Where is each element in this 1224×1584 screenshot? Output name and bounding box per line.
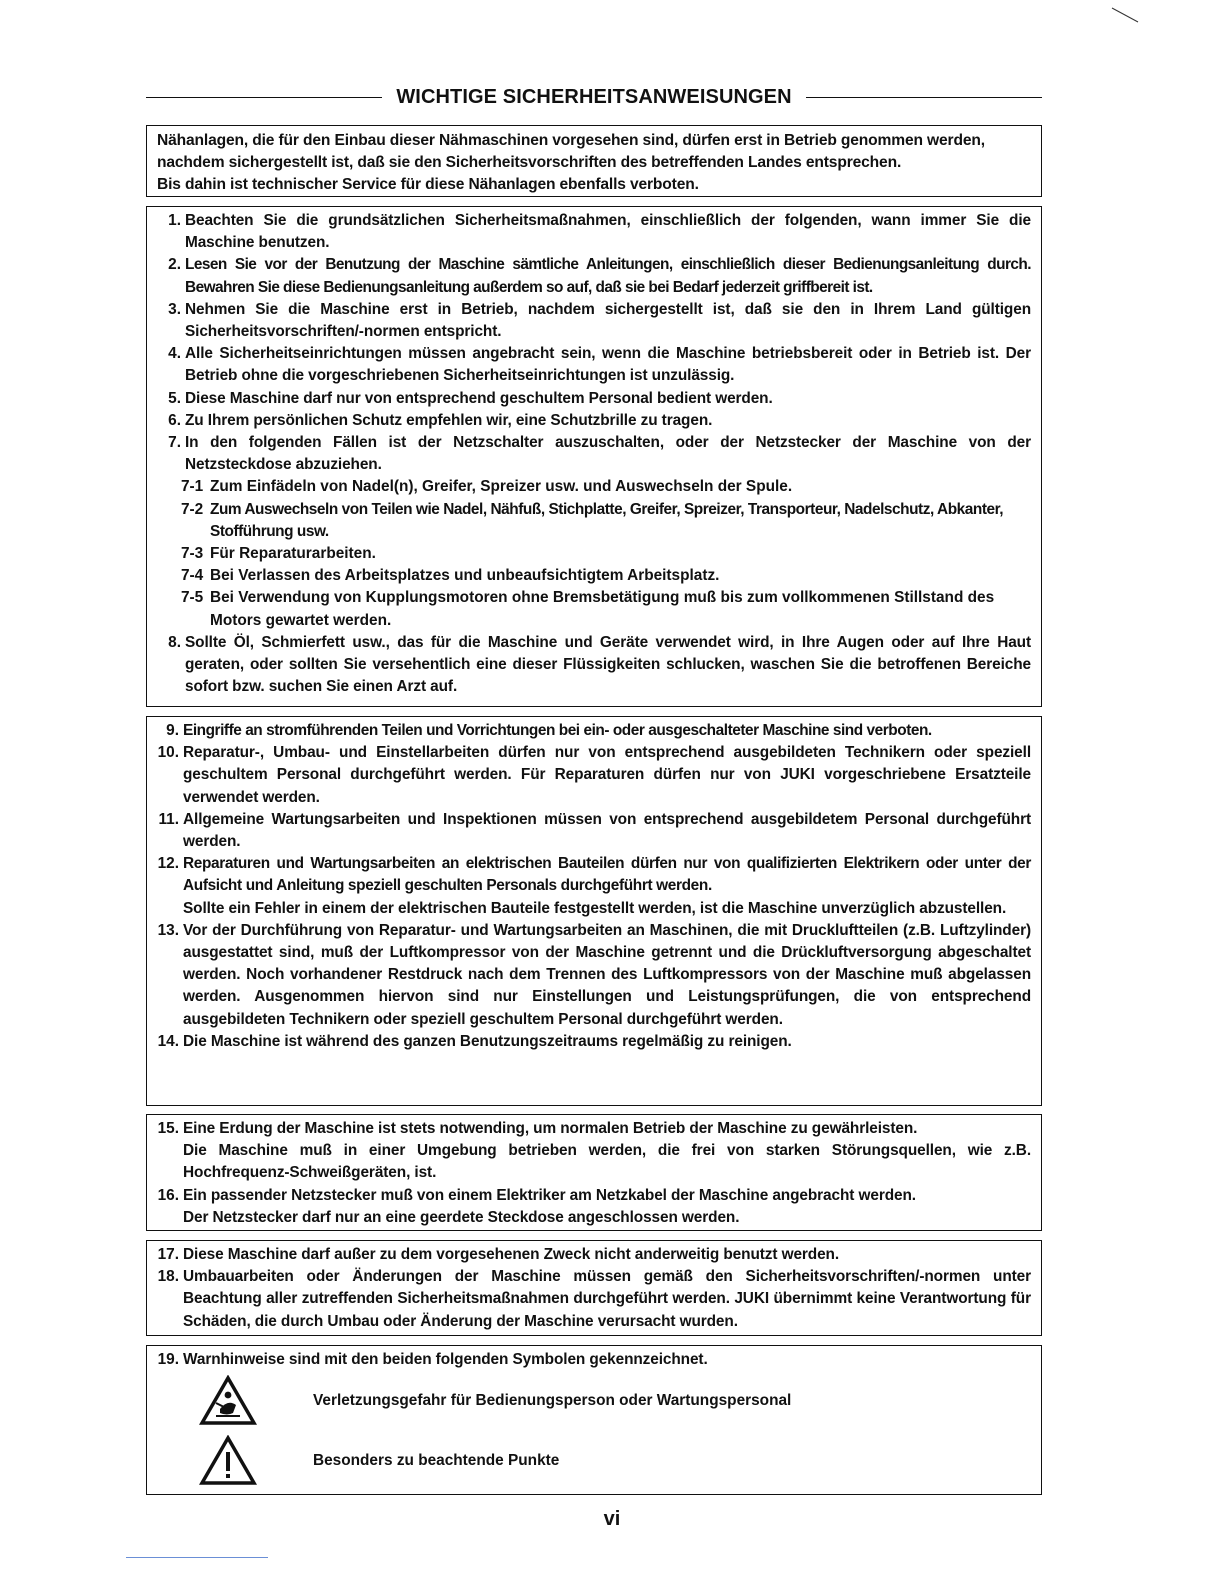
item-number [147,898,183,920]
sub-item [181,543,1031,565]
list-item [147,1140,1031,1184]
item-text: Allgemeine Wartungsarbeiten und Inspektionen müssen von entsprechend ausgebildetem Personal durchgeführt werden. [183,810,1031,851]
notice-box [146,125,1042,197]
safety-box-maintenance [146,716,1042,1106]
item-number: 9. [166,722,179,739]
item-text: Diese Maschine darf nur von entsprechend geschultem Personal bedient werden. [185,389,773,407]
item-text: Umbauarbeiten oder Änderungen der Maschine müssen gemäß den Sicherheitsvorschriften/-normen unter Beachtung aller zutreffenden Sicherheitsmaßnahmen durchgeführt werden. JUKI übernimmt keine Verantwortung für Schäden, die durch Umbau oder Änderung der Maschine verursacht wurden. [183,1268,1031,1330]
item-text: Vor der Durchführung von Reparatur- und Wartungsarbeiten an Maschinen, die mit Druckluftteilen (z.B. Luftzylinder) ausgestattet sind, muß der Luftkompressor von der Maschine getrennt und die Drückluftversorgung abgeschaltet werden. Noch vorhandener Restdruck nach dem Trennen des Luftkompressors von der Maschine muß abgelassen werden. Ausgenommen hiervon sind nur Einstellungen und Leistungsprüfungen, die von entsprechend ausgebildeten Technikern oder speziell geschultem Personal durchgeführt werden. [183,921,1031,1028]
sub-item-text: Zum Einfädeln von Nadel(n), Greifer, Spreizer usw. und Auswechseln der Spule. [210,478,793,496]
sub-item [181,476,1031,498]
sub-item [181,499,1031,543]
sub-item-text: Bei Verlassen des Arbeitsplatzes und unbeaufsichtigtem Arbeitsplatz. [210,567,720,585]
item-number: 16. [157,1186,179,1204]
sub-item-text: Für Reparaturarbeiten. [210,545,376,563]
item-text: Reparaturen und Wartungsarbeiten an elektrischen Bauteilen dürfen nur von qualifizierten Elektrikern oder unter der Aufsicht und Anleitung speziell geschulten Personals durchgeführt werden. [183,855,1031,895]
sub-item-text: Bei Verwendung von Kupplungsmotoren ohne Bremsbetätigung muß bis zum vollkommenen Stillstand des Motors gewartet werden. [210,589,995,629]
safety-box-grounding [146,1114,1042,1231]
list-item [147,299,1031,343]
sub-item-text: Zum Auswechseln von Teilen wie Nadel, Nähfuß, Stichplatte, Greifer, Spreizer, Transporteur, Nadelschutz, Abkanter, Stofführung usw. [210,500,1004,540]
safety-box-modification [146,1240,1042,1336]
item-number [147,1207,183,1229]
list-item [147,1244,1031,1266]
notice-line: Bis dahin ist technischer Service für diese Nähanlagen ebenfalls verboten. [157,176,699,193]
notice-line: nachdem sichergestellt ist, daß sie den Sicherheitsvorschriften des betreffenden Landes entsprechen. [157,154,902,171]
page-number: vi [603,1508,621,1530]
item-text: Warnhinweise sind mit den beiden folgenden Symbolen gekennzeichnet. [183,1351,708,1368]
title-rule-left [146,97,382,98]
list-item [147,1266,1031,1333]
list-item [147,1185,1031,1207]
item-text: In den folgenden Fällen ist der Netzschalter auszuschalten, oder der Netzstecker der Maschine von der Netzsteckdose abzuziehen. [185,434,1031,474]
caution-exclamation-icon [199,1435,257,1487]
item-number: 10. [157,744,179,762]
item-text: Zu Ihrem persönlichen Schutz empfehlen wir, eine Schutzbrille zu tragen. [185,411,713,429]
list-item [147,1207,1031,1229]
sub-item [181,565,1031,587]
sub-item-number: 7-1 [181,478,204,496]
list-item [147,809,1031,853]
symbol-label: Besonders zu beachtende Punkte [313,1452,560,1470]
scan-edge-line [126,1557,268,1558]
item-text: Sollte Öl, Schmierfett usw., das für die Maschine und Geräte verwendet wird, in Ihre Augen oder auf Ihre Haut geraten, oder sollten Sie versehentlich eine dieser Flüssigkeiten schlucken, waschen Sie die betroffenen Bereiche sofort bzw. suchen Sie einen Arzt auf. [185,633,1031,696]
item-text: Sollte ein Fehler in einem der elektrischen Bauteile festgestellt werden, ist die Maschine unverzüglich abzustellen. [183,899,1007,917]
symbol-row [199,1431,1031,1491]
sub-item [181,587,1031,631]
list-item [147,388,1031,410]
item-number: 12. [157,855,179,873]
item-text: Beachten Sie die grundsätzlichen Sicherheitsmaßnahmen, einschließlich der folgenden, wann immer Sie die Maschine benutzen. [185,212,1031,252]
item-number: 8. [168,633,181,651]
safety-box-symbols [146,1345,1042,1495]
list-item [147,898,1031,920]
sub-item-number: 7-4 [181,567,204,585]
item-text: Lesen Sie vor der Benutzung der Maschine sämtliche Anleitungen, einschließlich dieser Bedienungsanleitung durch. Bewahren Sie diese Bedienungsanleitung außerdem so auf, daß sie bei Bedarf jederzeit griffbereit ist. [185,256,1031,296]
item-text: Eingriffe an stromführenden Teilen und Vorrichtungen bei ein- oder ausgeschalteter Maschine sind verboten. [183,722,932,739]
item-number: 19. [157,1351,179,1368]
list-item [147,254,1031,298]
title-rule-right [806,97,1042,98]
item-number: 5. [168,389,181,407]
safety-box-general [146,206,1042,707]
list-item [147,410,1031,432]
symbol-row [199,1371,1031,1431]
item-text: Der Netzstecker darf nur an eine geerdete Steckdose angeschlossen werden. [183,1208,740,1226]
item-number [147,1140,183,1184]
list-item [147,920,1031,1031]
item-text: Diese Maschine darf außer zu dem vorgesehenen Zweck nicht anderweitig benutzt werden. [183,1246,840,1263]
list-item [147,1031,1031,1053]
list-item [147,853,1031,897]
item-text: Eine Erdung der Maschine ist stets notwending, um normalen Betrieb der Maschine zu gewährleisten. [183,1120,918,1137]
item-number: 18. [157,1268,179,1286]
item-text: Reparatur-, Umbau- und Einstellarbeiten dürfen nur von entsprechend ausgebildeten Technikern oder speziell geschultem Personal durchgeführt werden. Für Reparaturen dürfen nur von JUKI vorgeschriebene Ersatzteile verwendet werden. [183,744,1031,806]
list-item [147,432,1031,476]
item-number: 3. [168,300,181,318]
item-text: Die Maschine muß in einer Umgebung betrieben werden, die frei von starken Störungsquellen, wie z.B. Hochfrequenz-Schweißgeräten, ist. [183,1142,1031,1182]
list-item [147,632,1031,699]
sub-item-number: 7-2 [181,500,204,518]
item-number: 2. [168,256,181,274]
notice-line: Nähanlagen, die für den Einbau dieser Nähmaschinen vorgesehen sind, dürfen erst in Betrieb genommen werden, [157,132,985,149]
item-number: 1. [168,212,181,229]
list-item [147,742,1031,809]
item-text: Die Maschine ist während des ganzen Benutzungszeitraums regelmäßig zu reinigen. [183,1032,792,1050]
injury-hazard-icon [199,1375,257,1427]
item-number: 13. [157,921,179,939]
title-row [146,84,1042,110]
list-item [147,720,1031,742]
item-number: 14. [157,1032,179,1050]
page-title: WICHTIGE SICHERHEITSANWEISUNGEN [396,85,792,108]
item-number: 4. [168,345,181,363]
sub-item-number: 7-5 [181,589,204,607]
item-number: 7. [168,434,181,452]
item-number: 11. [158,810,179,828]
symbol-label: Verletzungsgefahr für Bedienungsperson oder Wartungspersonal [313,1392,792,1410]
list-item [147,343,1031,387]
item-number: 15. [157,1120,179,1137]
list-item [147,1118,1031,1140]
item-number: 6. [168,411,181,429]
item-text: Nehmen Sie die Maschine erst in Betrieb, nachdem sichergestellt ist, daß sie den in Ihrem Land gültigen Sicherheitsvorschriften/-normen entspricht. [185,300,1031,341]
item-number: 17. [157,1246,179,1263]
scan-mark [1110,6,1140,24]
sub-item-number: 7-3 [181,545,204,563]
item-text: Alle Sicherheitseinrichtungen müssen angebracht sein, wenn die Maschine betriebsbereit oder in Betrieb ist. Der Betrieb ohne die vorgeschriebenen Sicherheitseinrichtungen ist unzulässig. [185,345,1031,385]
list-item [147,210,1031,254]
item-text: Ein passender Netzstecker muß von einem Elektriker am Netzkabel der Maschine angebracht werden. [183,1186,916,1204]
list-item [147,1349,1031,1371]
